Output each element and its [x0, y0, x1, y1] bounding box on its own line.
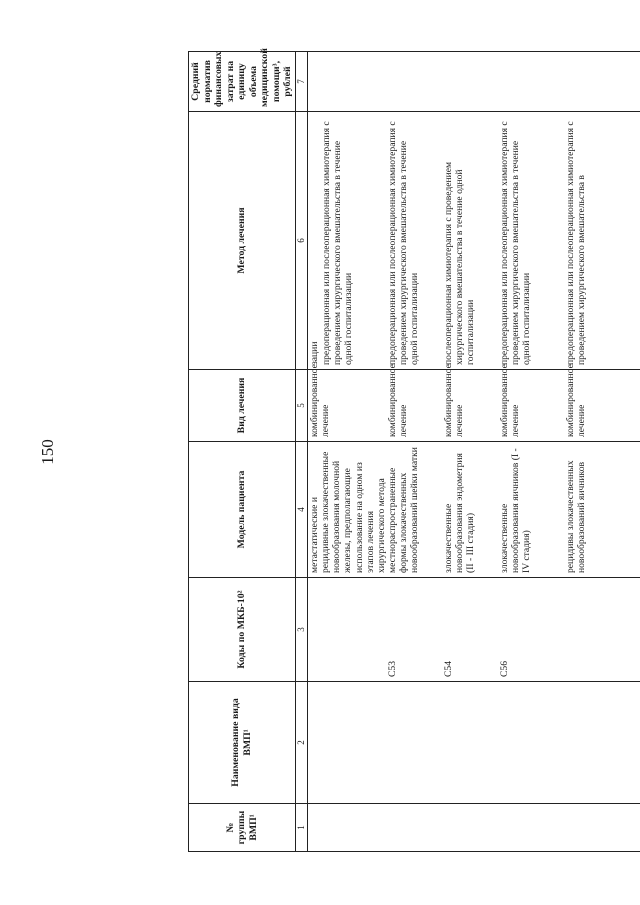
patient-model: метастатические и рецидивные злокачественные новообразования молочной железы, предполагающие использование на одном из этапов лечения хирургического метода	[308, 451, 388, 573]
treatment-type: комбинированное лечение	[442, 364, 465, 437]
treatment-type: комбинированное лечение	[308, 364, 331, 437]
vmp-table	[188, 48, 640, 852]
patient-model: рецидивы злокачественных новообразований яичников	[564, 460, 587, 573]
treatment-type: комбинированное лечение	[564, 364, 587, 437]
patient-model: злокачественные новообразования яичников (I - IV стадия)	[498, 448, 533, 573]
column-number: 2	[295, 682, 307, 804]
treatment-method: предоперационная или послеоперационная химиотерапия с проведением хирургического вмешательства в	[564, 121, 587, 365]
treatment-method: предоперационная или послеоперационная химиотерапия с проведением хирургического вмешательства в течение одной госпитализации	[498, 121, 533, 365]
column-number: 1	[295, 804, 307, 852]
header-patient-model: Модель пациента	[189, 442, 296, 578]
vmp-name-cell	[307, 682, 640, 804]
icd-code	[309, 582, 387, 677]
cost-norm-cell	[307, 52, 640, 112]
header-treatment-method: Метод лечения	[189, 112, 296, 370]
icd-code: C56	[498, 661, 510, 677]
header-row	[189, 52, 296, 852]
icd-code: C54	[442, 661, 454, 677]
icd-codes-cell	[307, 578, 640, 682]
column-number: 7	[295, 52, 307, 112]
table-body-row	[307, 52, 640, 852]
icd-code: C53	[386, 661, 398, 677]
group-number-cell	[307, 804, 640, 852]
header-treatment-type: Вид лечения	[189, 370, 296, 442]
page-number: 150	[38, 439, 57, 465]
header-group-number: № группы ВМП¹	[189, 804, 296, 852]
treatment-type: комбинированное лечение	[386, 364, 409, 437]
header-vmp-name: Наименование вида ВМП¹	[189, 682, 296, 804]
treatment-type: комбинированное лечение	[498, 364, 521, 437]
rotated-table-wrapper	[188, 48, 640, 852]
column-number-row	[295, 52, 307, 852]
treatment-method: послеоперационная химиотерапия с проведением хирургического вмешательства в течение одной госпитализации	[442, 161, 477, 365]
header-icd-codes: Коды по МКБ-10²	[189, 578, 296, 682]
header-cost-norm: Средний норматив финансовых затрат на единицу объема медицинской помощи³, рублей	[189, 52, 296, 112]
treatment-method: предоперационная или послеоперационная химиотерапия с проведением хирургического вмешательства в течение одной госпитализации	[386, 121, 421, 365]
treatment-type-cell	[307, 364, 640, 442]
patient-model: местнораспространенные формы злокачественных новообразований шейки матки	[386, 447, 421, 573]
column-number: 6	[295, 112, 307, 370]
treatment-method-cell	[307, 112, 640, 370]
treatment-method: предоперационная или послеоперационная химиотерапия с проведением хирургического вмешательства в течение одной госпитализации	[320, 121, 355, 365]
column-number: 5	[295, 370, 307, 442]
patient-model-cell	[307, 442, 640, 578]
column-number: 3	[295, 578, 307, 682]
method-fragment: зации	[308, 341, 320, 365]
patient-model: злокачественные новообразования эндометрия (II - III стадия)	[442, 453, 477, 573]
column-number: 4	[295, 442, 307, 578]
